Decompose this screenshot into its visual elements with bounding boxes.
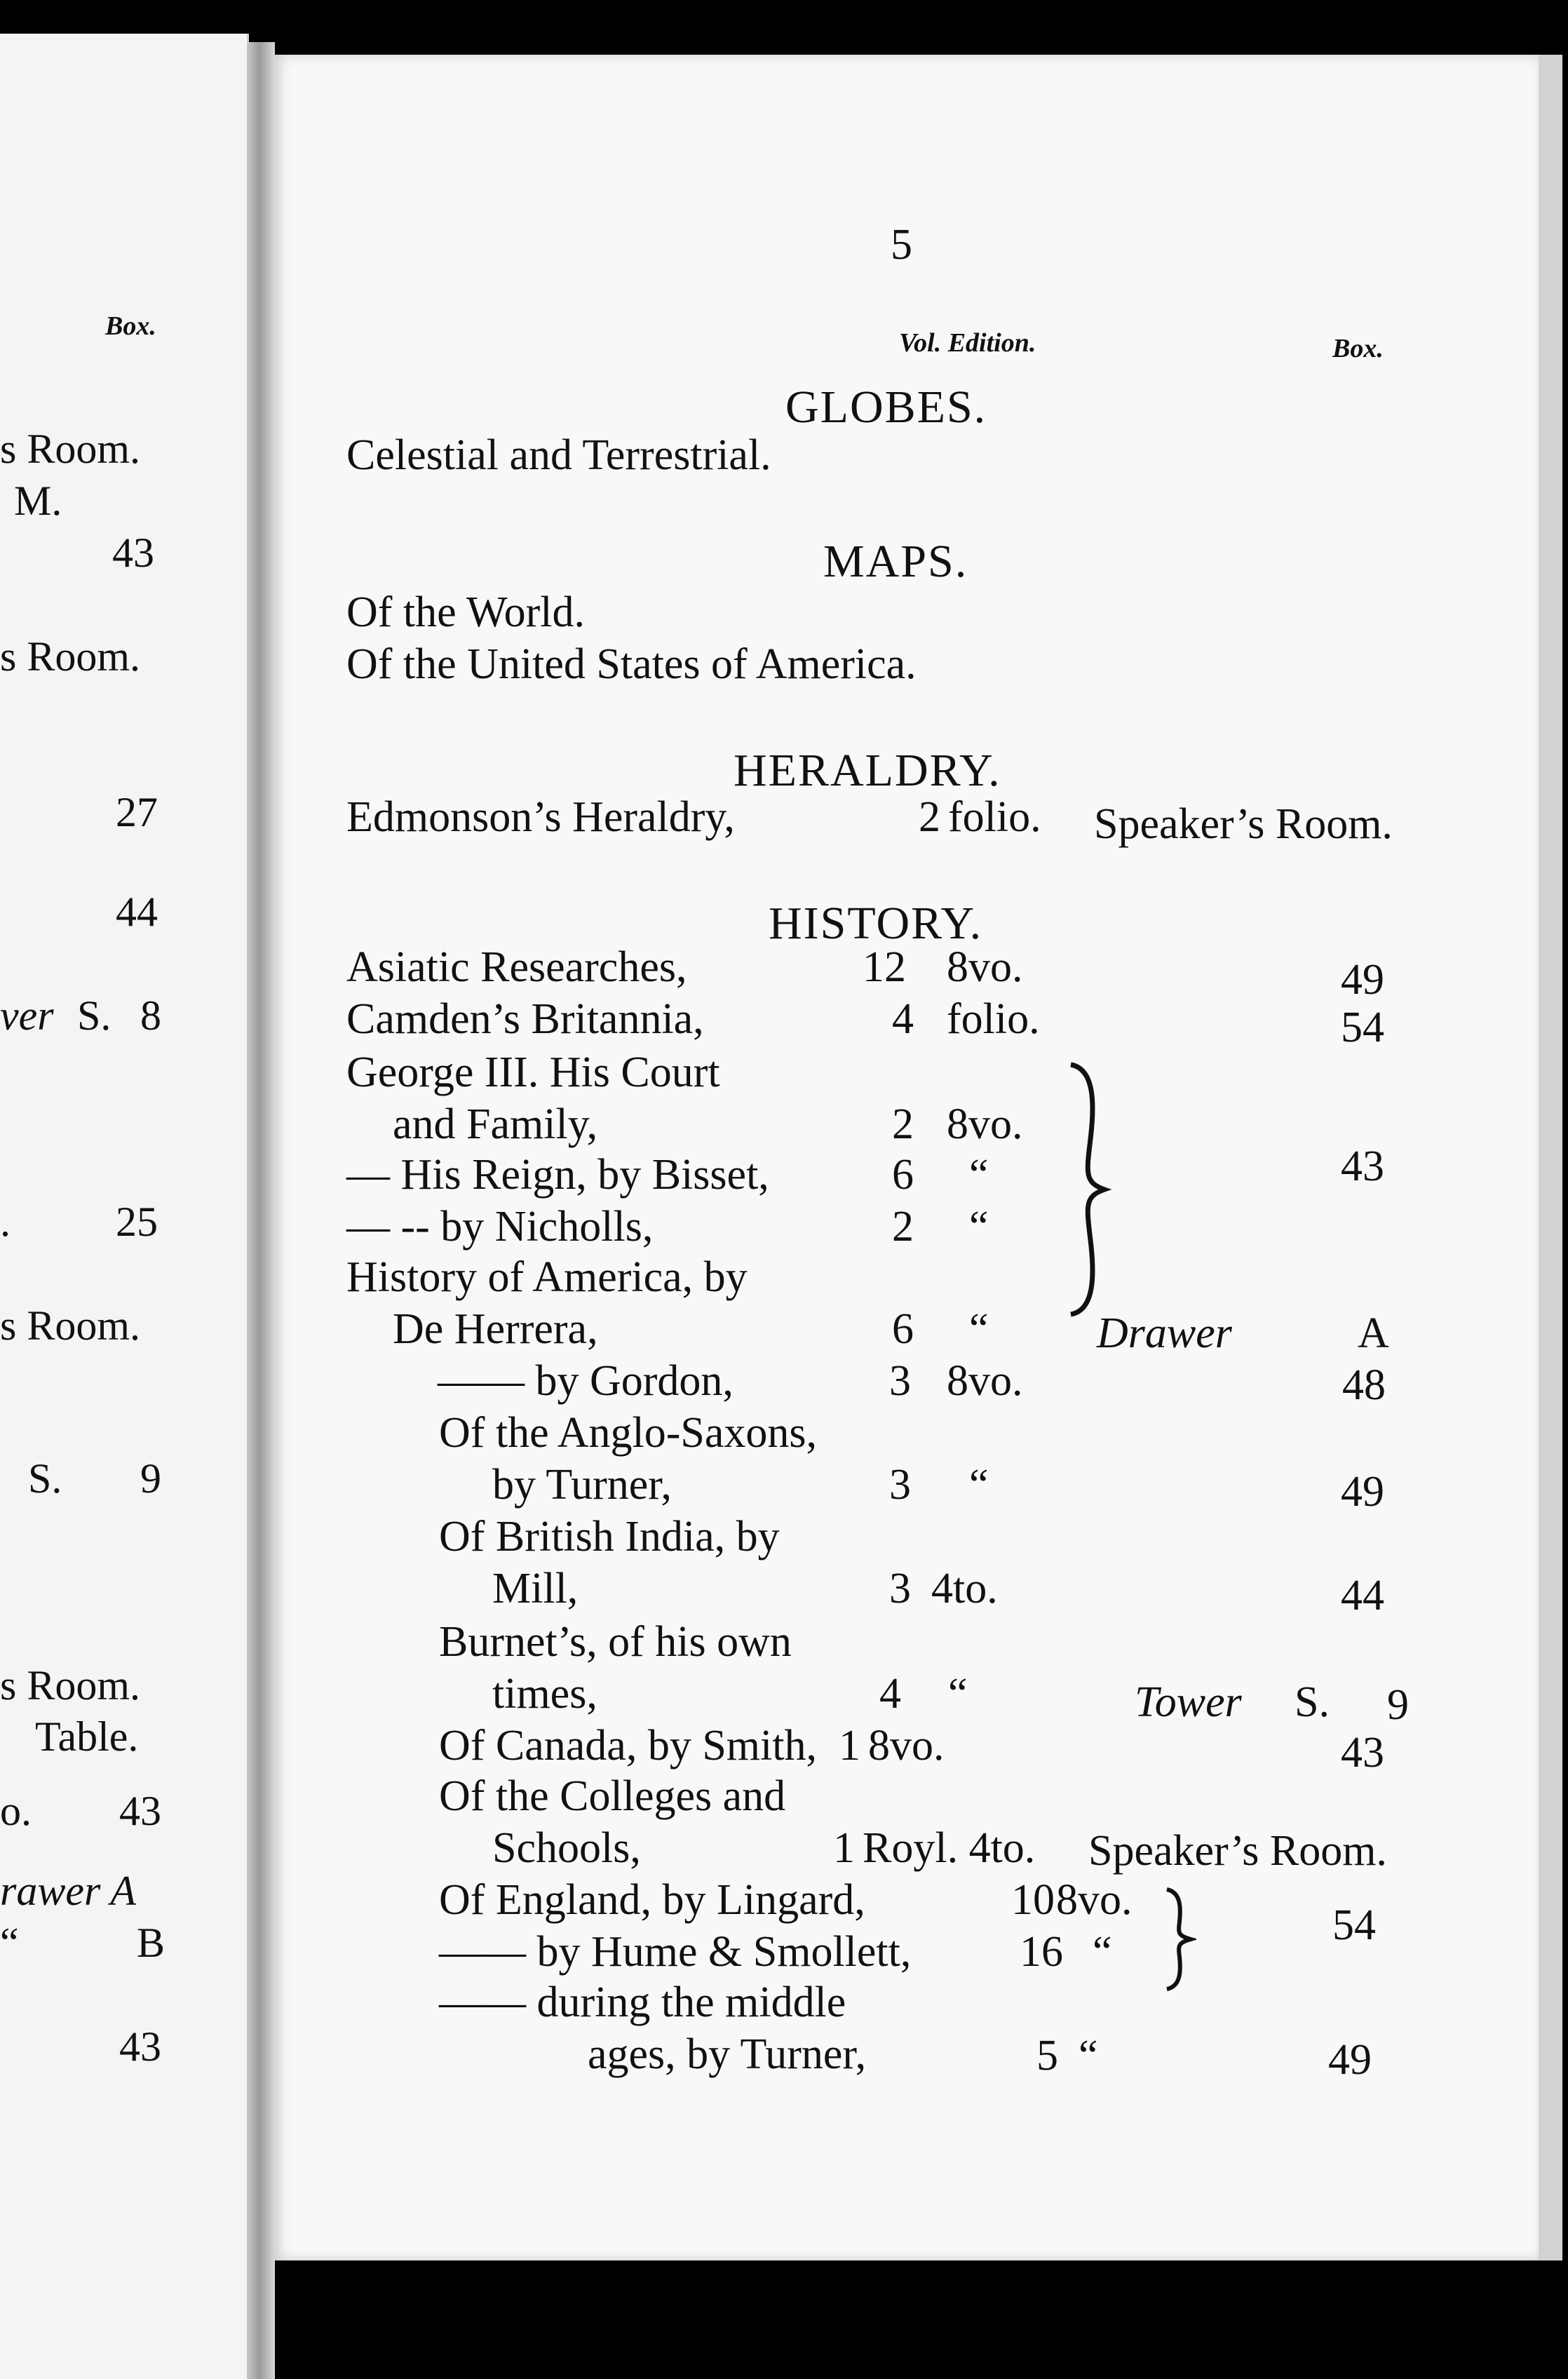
entry-box-s: S. bbox=[1295, 1678, 1330, 1726]
entry-vol: 2 bbox=[919, 793, 940, 841]
entry-title: Of the Anglo-Saxons, bbox=[439, 1409, 818, 1457]
entry-edition: folio. bbox=[947, 995, 1040, 1043]
entry-vol: 2 bbox=[892, 1203, 914, 1251]
entry-box: 49 bbox=[1341, 956, 1384, 1004]
entry-box: 44 bbox=[1341, 1572, 1384, 1619]
entry-vol: 5 bbox=[1036, 2032, 1058, 2080]
entry-edition: folio. bbox=[948, 793, 1041, 841]
prev-line: s Room. bbox=[0, 1662, 141, 1709]
entry-title: Edmonson’s Heraldry, bbox=[346, 793, 735, 841]
entry-box: 43 bbox=[1341, 1729, 1384, 1777]
prev-line: 43 bbox=[119, 2023, 161, 2070]
text-line: Of the United States of America. bbox=[346, 640, 917, 688]
section-heading-maps: MAPS. bbox=[823, 536, 968, 587]
entry-title: Schools, bbox=[492, 1824, 641, 1872]
prev-line: “ bbox=[0, 1920, 19, 1966]
prev-line: 9 bbox=[140, 1455, 161, 1502]
entry-edition: 4to. bbox=[931, 1565, 998, 1612]
entry-title: — His Reign, by Bisset, bbox=[346, 1151, 769, 1199]
entry-edition: “ bbox=[969, 1203, 989, 1251]
entry-title: —— during the middle bbox=[439, 1979, 846, 2026]
text-line: Of the World. bbox=[346, 588, 585, 636]
entry-title: and Family, bbox=[393, 1100, 598, 1148]
prev-line: S. bbox=[28, 1455, 62, 1502]
prev-line: s Room. bbox=[0, 426, 141, 472]
entry-vol: 3 bbox=[889, 1357, 911, 1405]
entry-edition: “ bbox=[1079, 2032, 1098, 2080]
entry-vol: 10 bbox=[1011, 1876, 1055, 1924]
entry-title: times, bbox=[492, 1670, 597, 1718]
prev-line: S. bbox=[77, 992, 111, 1039]
prev-line: . bbox=[0, 1199, 11, 1245]
prev-line: 44 bbox=[116, 889, 158, 935]
entry-box: 9 bbox=[1387, 1681, 1409, 1729]
entry-vol: 1 bbox=[839, 1722, 860, 1770]
previous-page-fragment bbox=[0, 34, 249, 2379]
entry-vol: 4 bbox=[892, 995, 914, 1043]
entry-edition: “ bbox=[948, 1670, 968, 1718]
entry-title: — -- by Nicholls, bbox=[346, 1203, 654, 1251]
entry-box-label: Drawer bbox=[1097, 1309, 1232, 1357]
brace-icon bbox=[1064, 1062, 1113, 1317]
prev-line: 43 bbox=[112, 530, 154, 576]
book-gutter bbox=[247, 42, 275, 2379]
entry-edition: 8vo. bbox=[947, 943, 1023, 991]
entry-box-label: Tower bbox=[1135, 1678, 1242, 1726]
entry-title: Of Canada, by Smith, bbox=[439, 1722, 817, 1770]
entry-title: Asiatic Researches, bbox=[346, 943, 687, 991]
entry-vol: 12 bbox=[863, 943, 906, 991]
entry-title: Of England, by Lingard, bbox=[439, 1876, 865, 1924]
entry-edition: “ bbox=[969, 1461, 989, 1509]
prev-line: s Room. bbox=[0, 1302, 141, 1349]
entry-vol: 3 bbox=[889, 1461, 911, 1509]
entry-box: 49 bbox=[1341, 1468, 1384, 1516]
section-heading-globes: GLOBES. bbox=[785, 382, 987, 433]
prev-line: M. bbox=[14, 478, 62, 524]
entry-box: 54 bbox=[1341, 1004, 1384, 1051]
entry-box: A bbox=[1358, 1309, 1389, 1357]
prev-line: 43 bbox=[119, 1788, 161, 1834]
prev-line: s Room. bbox=[0, 633, 141, 680]
entry-title: Camden’s Britannia, bbox=[346, 995, 704, 1043]
box-header: Box. bbox=[1332, 334, 1384, 363]
entry-title: George III. His Court bbox=[346, 1049, 720, 1096]
entry-title: ages, by Turner, bbox=[588, 2030, 867, 2078]
vol-edition-header: Vol. Edition. bbox=[899, 328, 1036, 358]
entry-edition: 8vo. bbox=[868, 1722, 945, 1770]
prev-line: 8 bbox=[140, 992, 161, 1039]
entry-title: —— by Gordon, bbox=[438, 1357, 734, 1405]
prev-line: B bbox=[137, 1920, 165, 1966]
prev-line: o. bbox=[0, 1788, 32, 1834]
entry-vol: 3 bbox=[889, 1565, 911, 1612]
entry-edition: “ bbox=[969, 1305, 989, 1353]
brace-icon bbox=[1161, 1887, 1196, 1992]
page-number: 5 bbox=[891, 221, 912, 269]
entry-title: Of the Colleges and bbox=[439, 1772, 786, 1820]
entry-vol: 2 bbox=[892, 1100, 914, 1148]
entry-box: 54 bbox=[1332, 1901, 1376, 1949]
entry-title: —— by Hume & Smollett, bbox=[439, 1928, 912, 1976]
entry-title: Mill, bbox=[492, 1565, 579, 1612]
entry-title: De Herrera, bbox=[393, 1305, 598, 1353]
prev-line: Table. bbox=[35, 1713, 139, 1760]
entry-box: 48 bbox=[1342, 1361, 1386, 1409]
entry-edition: 8vo. bbox=[1056, 1876, 1133, 1924]
entry-vol: 4 bbox=[879, 1670, 901, 1718]
prev-line: 25 bbox=[116, 1199, 158, 1245]
entry-title: Burnet’s, of his own bbox=[439, 1618, 792, 1666]
entry-title: Of British India, by bbox=[439, 1513, 780, 1561]
entry-title: by Turner, bbox=[492, 1461, 672, 1509]
entry-edition: 8vo. bbox=[947, 1100, 1023, 1148]
entry-vol: 6 bbox=[892, 1305, 914, 1353]
entry-box: Speaker’s Room. bbox=[1094, 800, 1393, 848]
entry-vol: 6 bbox=[892, 1151, 914, 1199]
entry-vol: 1 bbox=[833, 1824, 855, 1872]
entry-box: 49 bbox=[1328, 2036, 1372, 2084]
entry-vol: 16 bbox=[1020, 1928, 1063, 1976]
prev-line: ver bbox=[0, 992, 54, 1039]
entry-edition: “ bbox=[969, 1151, 989, 1199]
entry-edition: 8vo. bbox=[947, 1357, 1023, 1405]
entry-edition: Royl. 4to. bbox=[863, 1824, 1036, 1872]
text-line: Celestial and Terrestrial. bbox=[346, 431, 771, 479]
book-page bbox=[275, 55, 1562, 2260]
entry-edition: “ bbox=[1093, 1928, 1112, 1976]
section-heading-history: HISTORY. bbox=[769, 898, 983, 949]
prev-box-header: Box. bbox=[105, 311, 156, 341]
entry-box: 43 bbox=[1341, 1143, 1384, 1190]
section-heading-heraldry: HERALDRY. bbox=[734, 745, 1001, 796]
entry-box: Speaker’s Room. bbox=[1088, 1827, 1387, 1875]
prev-line: 27 bbox=[116, 789, 158, 835]
entry-title: History of America, by bbox=[346, 1253, 748, 1301]
prev-line: rawer A bbox=[0, 1868, 136, 1914]
